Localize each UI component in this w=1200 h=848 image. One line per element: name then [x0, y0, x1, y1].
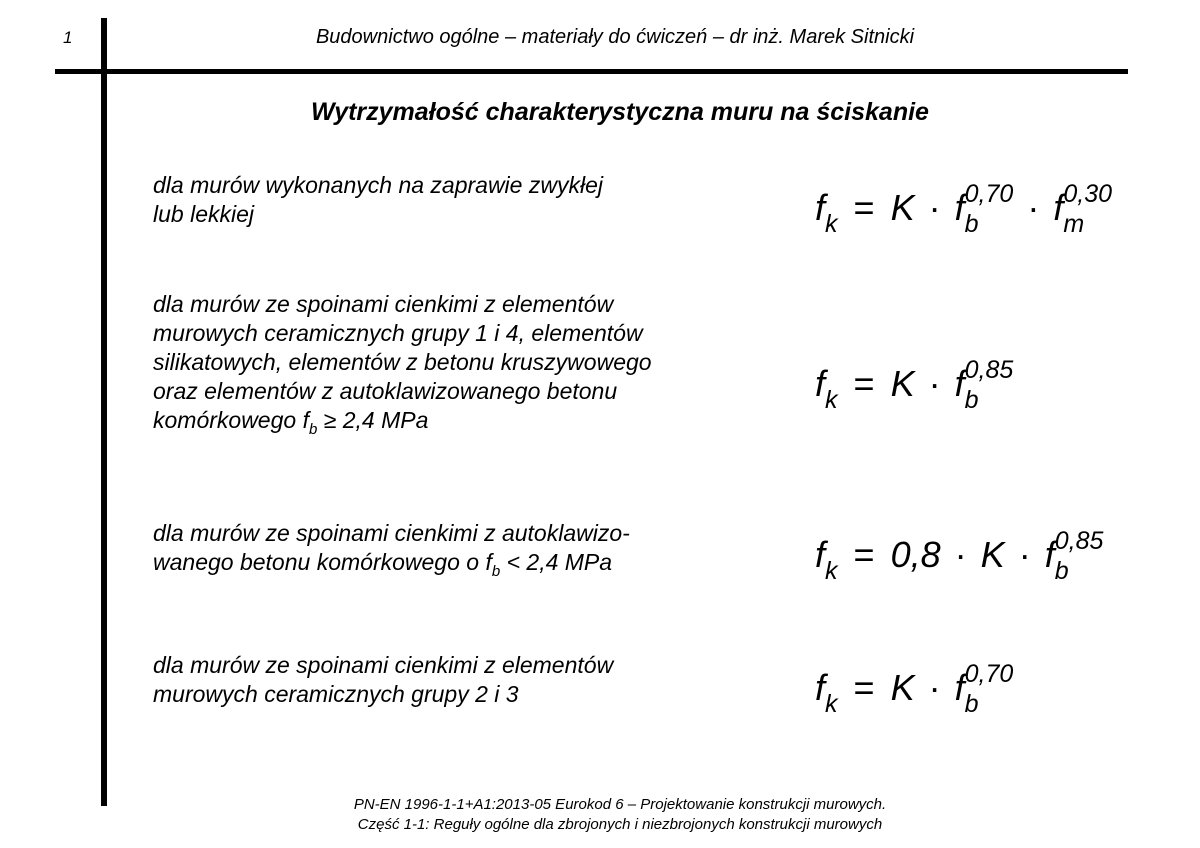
formula-fb: f — [954, 363, 965, 404]
formula-fb-indices — [964, 660, 1014, 718]
slide-title: Wytrzymałość charakterystyczna muru na ściskanie — [311, 98, 929, 126]
margin-rule — [101, 18, 107, 806]
formula-dot: · — [1027, 187, 1040, 228]
footer-line-2: Część 1-1: Reguły ogólne dla zbrojonych i niezbrojonych konstrukcji murowych — [357, 816, 883, 833]
formula-coefficient: K — [890, 667, 915, 708]
formula-lhs: f — [815, 534, 826, 575]
formula-fm: f — [1053, 187, 1064, 228]
formula-fm-exponent: 0,30 — [1063, 180, 1113, 208]
rule-3-text-subscript: b — [491, 563, 501, 580]
rule-1-text: dla murów wykonanych na zaprawie zwykłej lub lekkiej — [153, 172, 603, 227]
formula-dot: · — [954, 534, 967, 575]
rule-4-formula — [815, 660, 1014, 718]
formula-lhs-sub: k — [825, 690, 838, 718]
formula-coefficient: K — [980, 534, 1005, 575]
formula-fb-subscript: b — [964, 210, 979, 238]
formula-fm-subscript: m — [1063, 210, 1085, 238]
rule-1-formula — [815, 180, 1113, 238]
formula-lhs-sub: k — [825, 210, 838, 238]
formula-lhs: f — [815, 667, 826, 708]
rule-2-text — [153, 290, 652, 438]
formula-fb-subscript: b — [1054, 557, 1069, 585]
formula-lhs-sub: k — [825, 557, 838, 585]
formula-fm-indices — [1063, 180, 1113, 238]
formula-dot: · — [928, 187, 941, 228]
formula-dot: · — [1018, 534, 1031, 575]
rule-3-text — [153, 519, 630, 580]
formula-dot: · — [928, 363, 941, 404]
formula-fb: f — [954, 187, 965, 228]
formula-equals: = — [853, 534, 875, 575]
formula-fb-indices — [1054, 527, 1104, 585]
header-title: Budownictwo ogólne – materiały do ćwiczeń – dr inż. Marek Sitnicki — [315, 26, 915, 48]
formula-lhs-sub: k — [825, 386, 838, 414]
rule-2-text-main: dla murów ze spoinami cienkimi z elementów murowych ceramicznych grupy 1 i 4, elementów silikatowych, elementów z betonu kruszywowego oraz elementów z autoklawizowanego betonu komórkowego f — [153, 291, 652, 433]
formula-lhs: f — [815, 187, 826, 228]
formula-fb-indices — [964, 180, 1014, 238]
formula-equals: = — [853, 667, 875, 708]
footer-line-1: PN-EN 1996-1-1+A1:2013-05 Eurokod 6 – Projektowanie konstrukcji murowych. — [353, 796, 887, 813]
formula-fb-exponent: 0,85 — [1054, 527, 1104, 555]
formula-fb-exponent: 0,70 — [964, 660, 1014, 688]
formula-fb-exponent: 0,70 — [964, 180, 1014, 208]
rule-2-text-tail: ≥ 2,4 MPa — [317, 407, 429, 433]
rule-2-formula — [815, 356, 1014, 414]
rule-2-text-subscript: b — [308, 421, 318, 438]
formula-factor: 0,8 — [890, 534, 941, 575]
formula-coefficient: K — [890, 363, 915, 404]
rule-3-text-tail: < 2,4 MPa — [500, 549, 613, 575]
formula-equals: = — [853, 363, 875, 404]
formula-fb: f — [1044, 534, 1055, 575]
rule-3-formula — [815, 527, 1104, 585]
footer-citation — [110, 795, 1130, 835]
formula-dot: · — [928, 667, 941, 708]
formula-coefficient: K — [890, 187, 915, 228]
formula-fb: f — [954, 667, 965, 708]
formula-fb-subscript: b — [964, 690, 979, 718]
formula-fb-indices — [964, 356, 1014, 414]
rule-3-text-main: dla murów ze spoinami cienkimi z autoklawizo- wanego betonu komórkowego o f — [153, 520, 630, 575]
rule-4-text: dla murów ze spoinami cienkimi z elementów murowych ceramicznych grupy 2 i 3 — [153, 652, 614, 707]
page-number: 1 — [63, 28, 73, 47]
formula-equals: = — [853, 187, 875, 228]
formula-fb-exponent: 0,85 — [964, 356, 1014, 384]
header-rule — [55, 69, 1128, 74]
formula-fb-subscript: b — [964, 386, 979, 414]
formula-lhs: f — [815, 363, 826, 404]
